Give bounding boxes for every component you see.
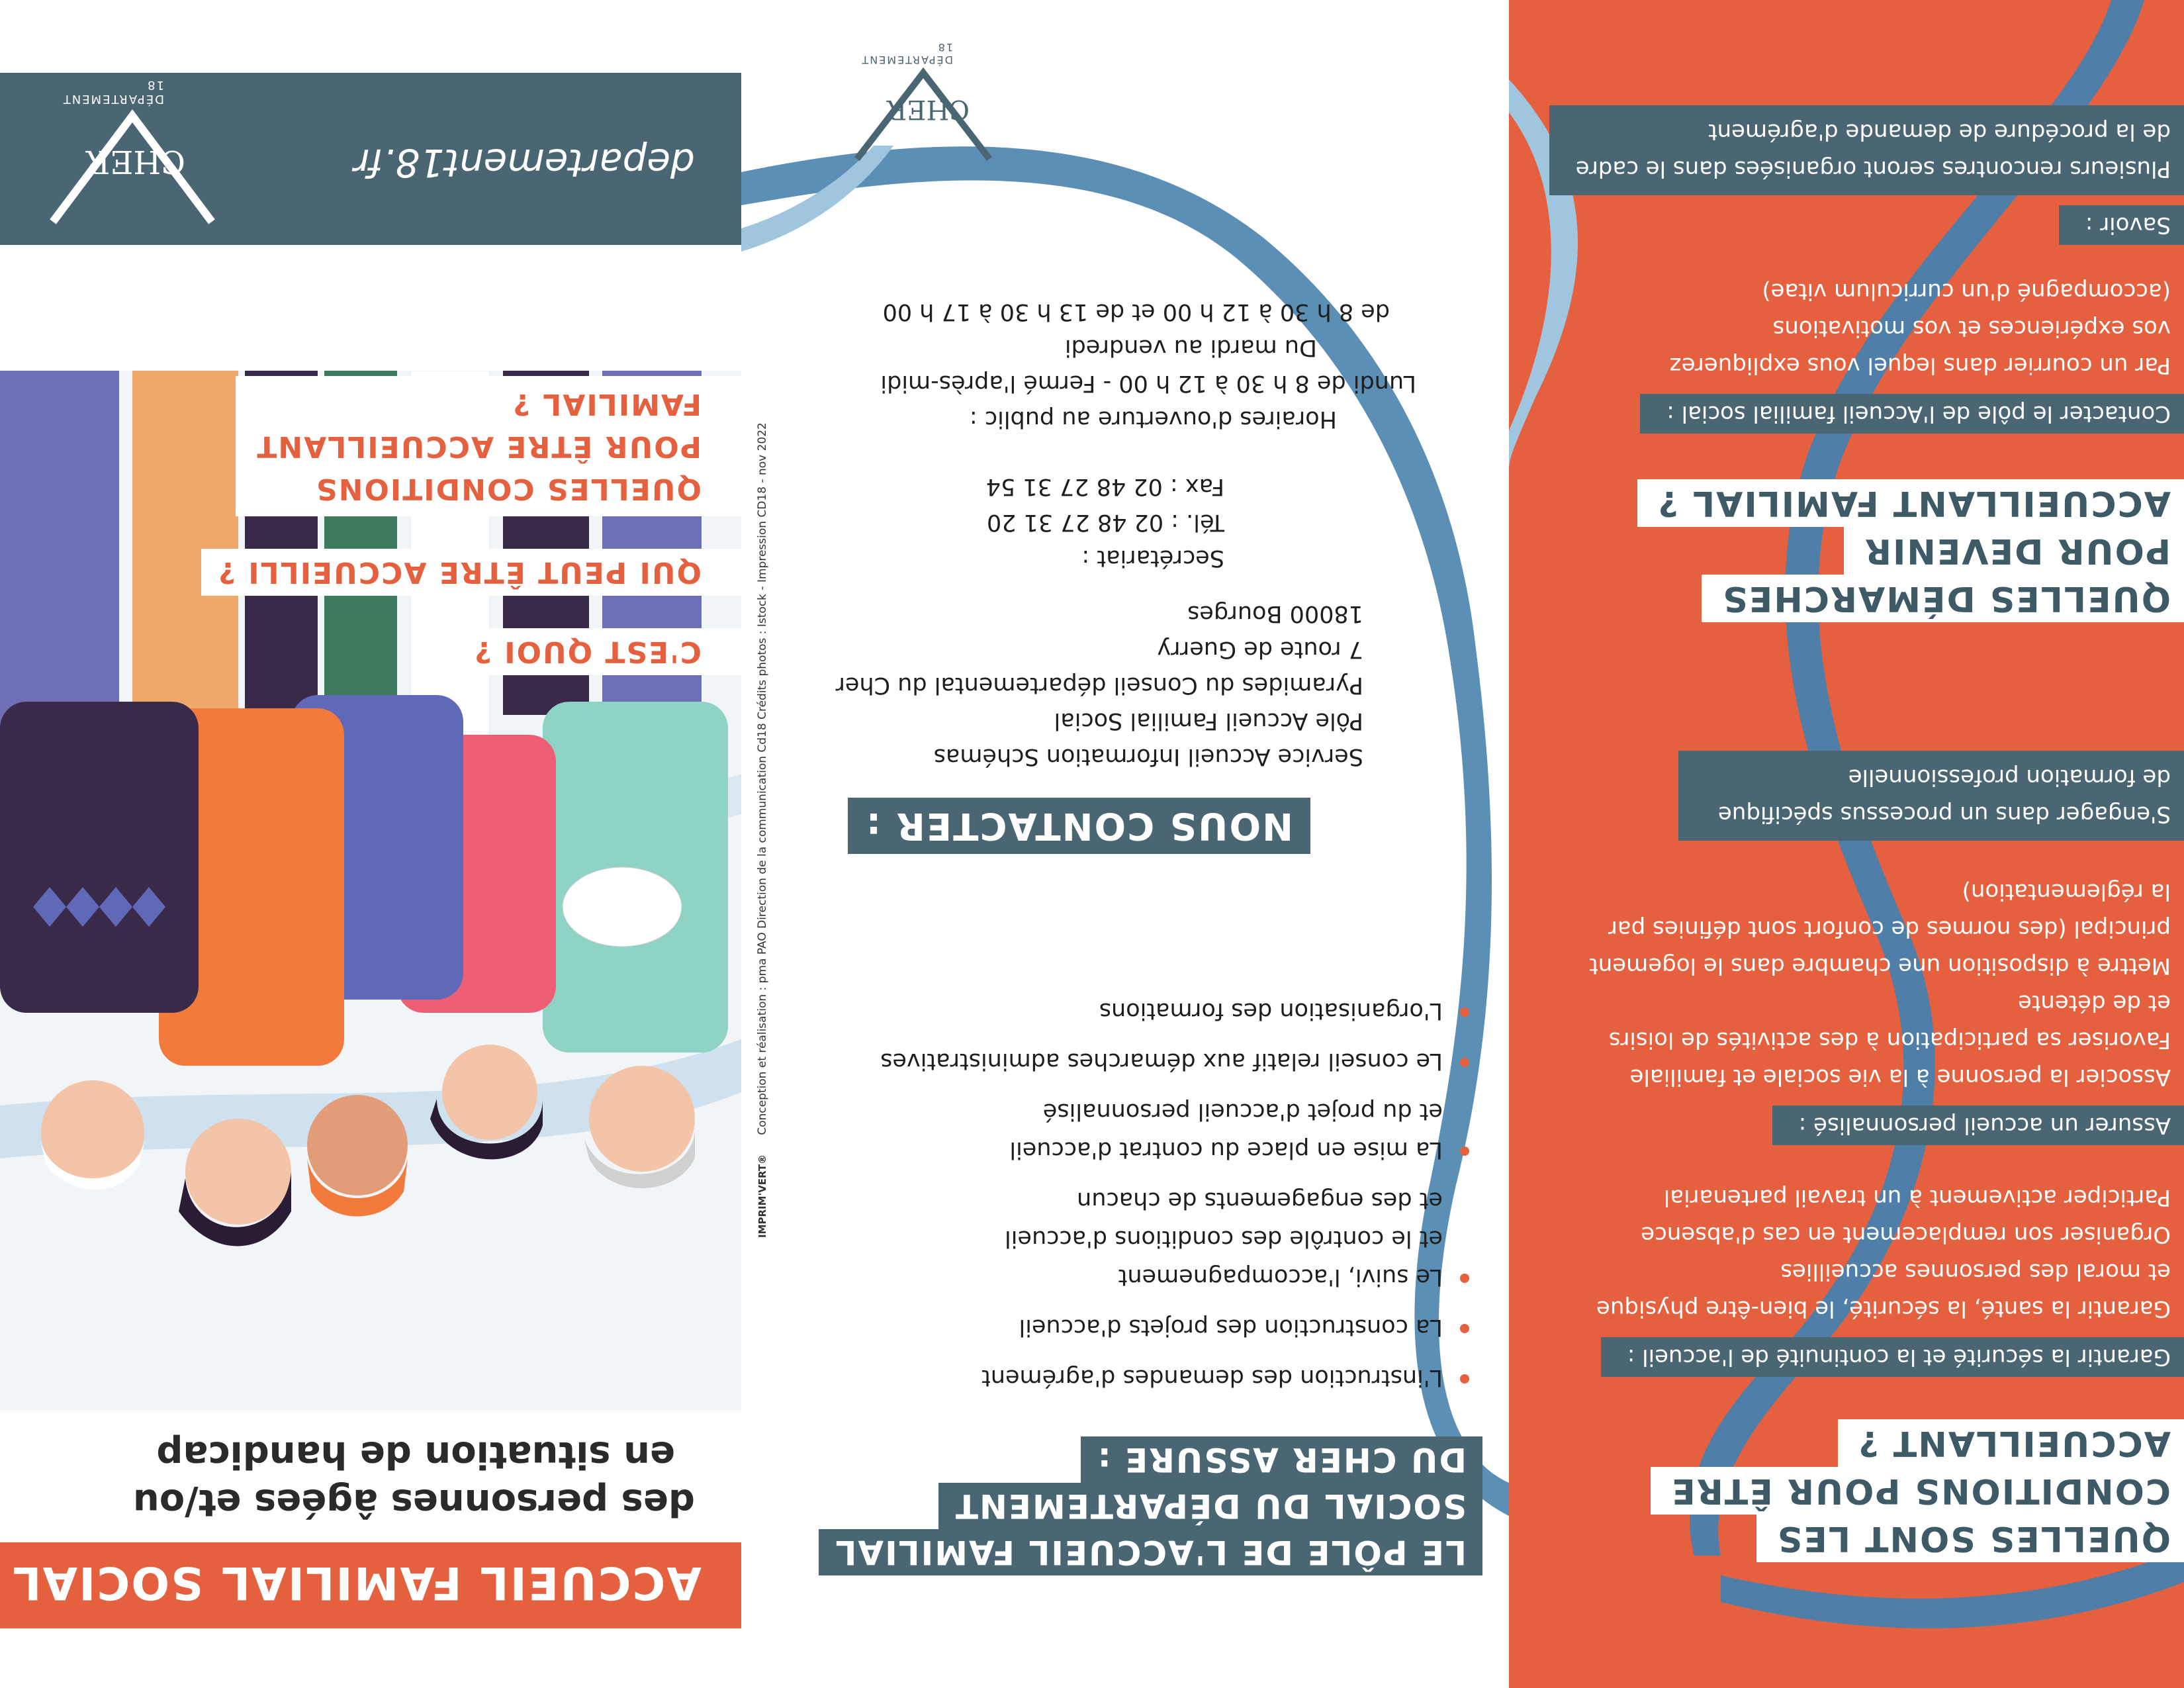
section-heading: Contacter le pôle de l'Accueil familial social :	[1640, 394, 2184, 434]
inside-title2-line: POUR DEVENIR	[1844, 527, 2184, 575]
responsibilities-list	[880, 992, 1443, 1397]
section-heading: Savoir :	[2059, 205, 2184, 245]
bullet-dot	[1460, 1274, 1469, 1283]
inside-title2-box	[1637, 479, 2184, 622]
cover-cher-logo	[40, 79, 225, 232]
back-panel	[741, 0, 1509, 1688]
list-item: Le suivi, l'accompagnement et le contrôle des conditions d'accueil et des engagements de chacun	[880, 1181, 1443, 1296]
family-illustration-art	[0, 371, 741, 1410]
cover-title: ACCUEIL FAMILIAL SOCIAL	[11, 1556, 702, 1609]
question-label: QUI PEUT ÊTRE ACCUEILLI ?	[201, 549, 741, 596]
cover-subtitle: des personnes âgées et/ou en situation de handicap	[132, 1433, 695, 1524]
list-item: La mise en place du contrat d'accueil et du projet d'accueil personnalisé	[880, 1092, 1443, 1169]
question-label-multiline: QUELLES CONDITIONS POUR ÊTRE ACCUEILLANT FAMILIAL ?	[236, 376, 741, 516]
inside-panel	[1509, 0, 2184, 1688]
inside-title-line: ACCUEILLANT ?	[1838, 1419, 2184, 1467]
inside-title-line: CONDITIONS POUR ÊTRE	[1651, 1467, 2184, 1515]
list-item: La construction des projets d'accueil	[880, 1308, 1443, 1346]
back-title-line: DU CHER ASSURE :	[1081, 1436, 1482, 1483]
cover-title-band	[0, 1542, 741, 1628]
cher-logo-word: CHER	[887, 94, 970, 124]
list-item: L'organisation des formations	[880, 992, 1443, 1030]
imprim-vert-badge: IMPRIM'VERT®	[756, 1154, 768, 1238]
section-heading: Assurer un accueil personnalisé :	[1772, 1105, 2184, 1145]
hours-block: Horaires d'ouverture au public : Lundi de 8 h 30 à 12 h 00 - Fermé l'après-midi Du mardi au vendredi de 8 h 30 à 12 h 00 et de 13 h 30 à 17 h 00	[880, 299, 1416, 432]
inside-title-box	[1651, 1419, 2184, 1562]
bullet-dot	[1460, 1147, 1469, 1156]
bullet-dot	[1460, 1058, 1469, 1067]
inside-title2-line: QUELLES DÉMARCHES	[1702, 575, 2184, 622]
contact-heading: NOUS CONTACTER :	[848, 798, 1310, 854]
list-item: L'instruction des demandes d'agrément	[880, 1358, 1443, 1397]
inside-title2-line: ACCUEILLANT FAMILIAL ?	[1637, 479, 2184, 527]
section4-text: Par un courrier dans lequel vous expliquerez vos expériences et vos motivations (accompagné d'un curriculum vitae)	[1669, 278, 2171, 379]
website-link[interactable]: departement18.fr	[353, 140, 695, 185]
cher-logo-sub: DÉPARTEMENT 18	[860, 41, 953, 66]
inside-title-line: QUELLES SONT LES	[1756, 1515, 2184, 1562]
cover-panel	[0, 0, 741, 1688]
section-heading: Garantir la sécurité et la continuité de l'accueil :	[1601, 1337, 2184, 1377]
cher-logo-word: CHER	[86, 143, 185, 180]
family-illustration	[0, 371, 741, 1410]
section5-box: Plusieurs rencontres seront organisées dans le cadre de la procédure de demande d'agrément	[1549, 105, 2184, 195]
back-title-box	[819, 1436, 1482, 1575]
phone-block: Secrétariat : Tél. : 02 48 27 31 20 Fax : 02 48 27 31 54	[985, 473, 1224, 571]
cher-logo-sub: DÉPARTEMENT 18	[62, 78, 164, 106]
section1-text: Garantir la santé, la sécurité, le bien-être physique et moral des personnes accueillies Organiser son remplacement en cas d'absence Participer activement à un travail partenarial	[1596, 1184, 2171, 1322]
bullet-dot	[1460, 1008, 1469, 1017]
bullet-dot	[1460, 1374, 1469, 1383]
address-block: Service Accueil Information Schémas Pôle Accueil Familial Social Pyramides du Conseil départemental du Cher 7 route de Guerry 18000 Bourges	[835, 600, 1363, 770]
credits-text: Conception et réalisation : pma PAO Direction de la communication Cd18 Crédits photos : Istock - Impression CD18 - nov 2022	[756, 422, 769, 1135]
question-label: C'EST QUOI ?	[457, 628, 741, 675]
section3-box: S'engager dans un processus spécifique de formation professionnelle	[1678, 751, 2184, 841]
list-item: Le conseil relatif aux démarches administratives	[880, 1042, 1443, 1080]
cover-footer-band	[0, 73, 741, 245]
credits-strip	[756, 0, 772, 1238]
bullet-dot	[1460, 1324, 1469, 1333]
back-title-line: SOCIAL DU DÉPARTEMENT	[938, 1483, 1482, 1529]
section2-text: Associer la personne à la vie sociale et familiale Favoriser sa participation à des activités de loisirs et de détente Mettre à disposition une chambre dans le logement principal (des normes de confort sont définies par la réglementation)	[1589, 878, 2171, 1090]
back-title-line: LE PÔLE DE L'ACCUEIL FAMILIAL	[819, 1529, 1482, 1575]
cher-logo	[847, 33, 999, 165]
